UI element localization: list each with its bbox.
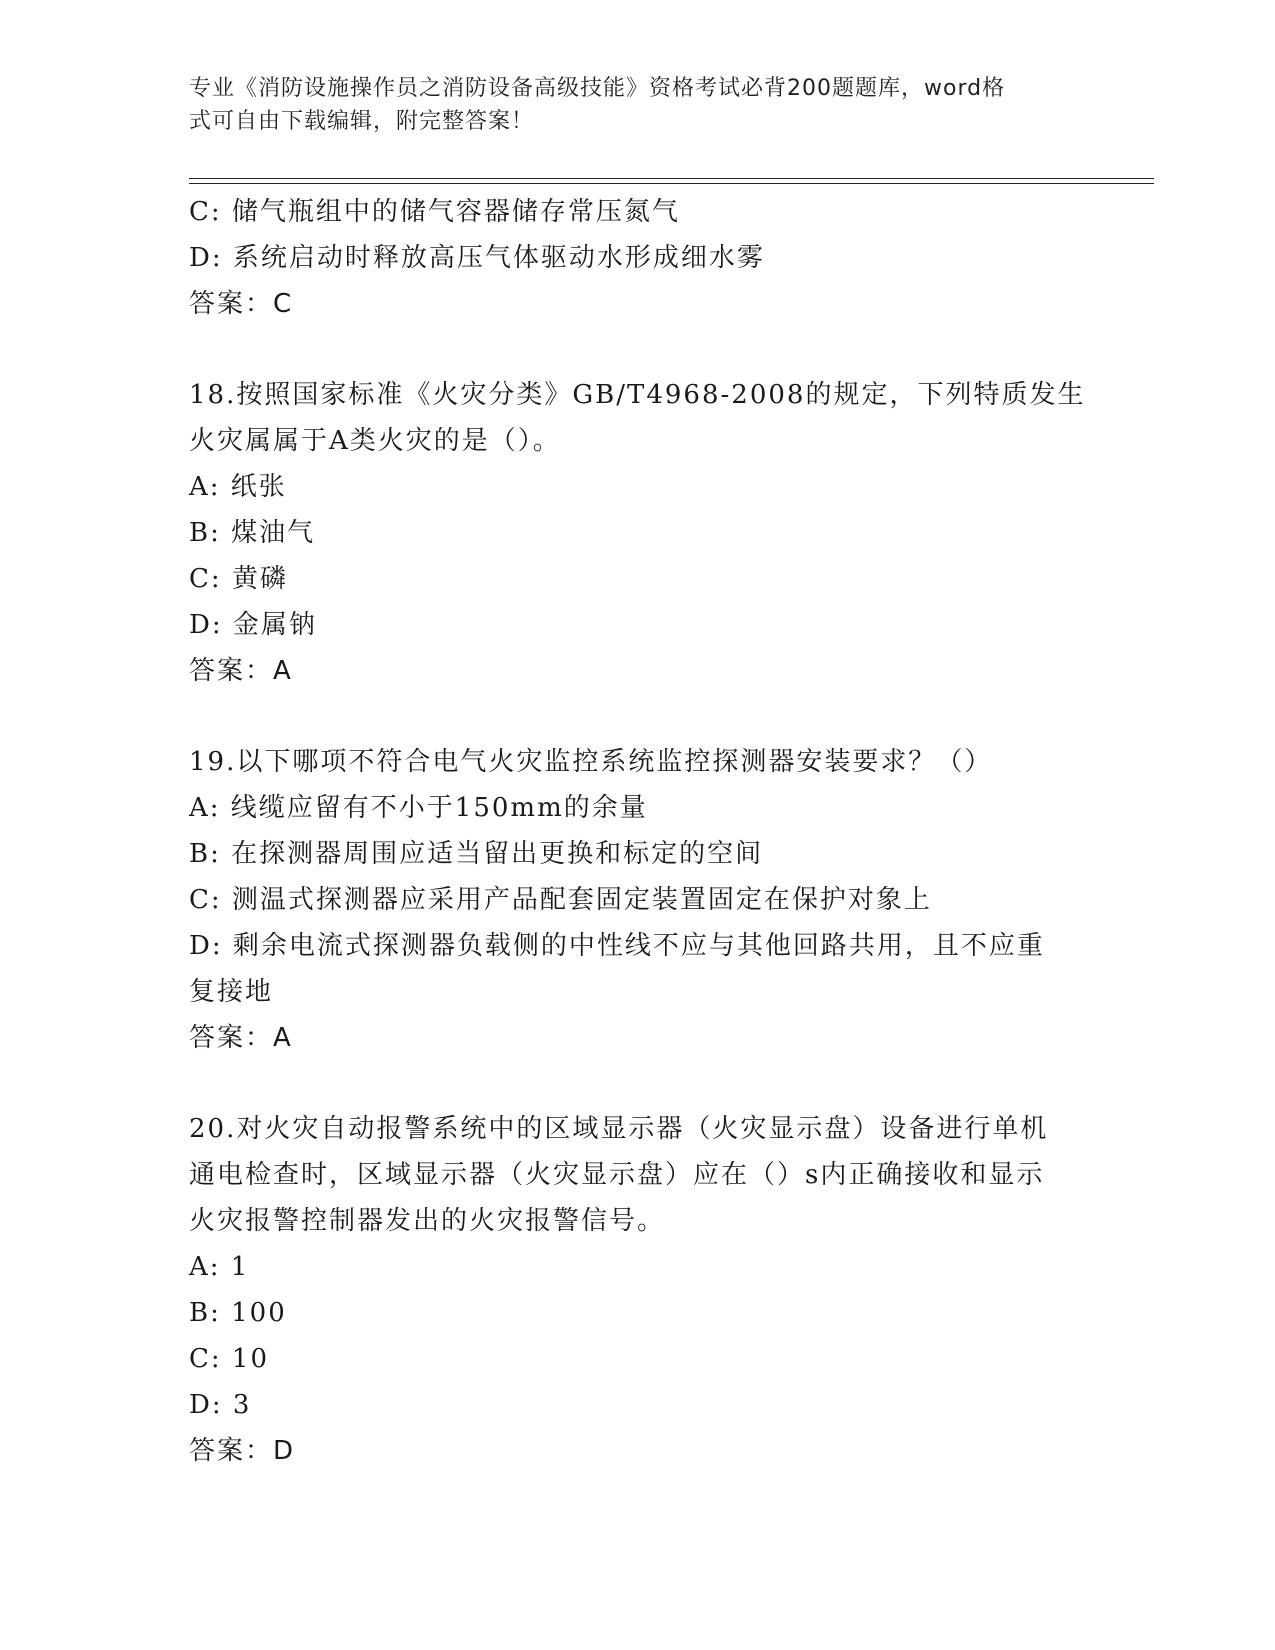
- option-c: C: 测温式探测器应采用产品配套固定装置固定在保护对象上: [189, 885, 932, 915]
- header-line-2: 式可自由下载编辑，附完整答案！: [189, 109, 535, 134]
- option-a: A: 纸张: [189, 472, 287, 502]
- answer-label: 答案：D: [189, 1436, 296, 1466]
- answer-label: 答案：A: [189, 656, 293, 686]
- option-d: D: 金属钠: [189, 610, 317, 640]
- question-20: [189, 1106, 1089, 1474]
- option-b: B: 在探测器周围应适当留出更换和标定的空间: [189, 839, 764, 869]
- header-divider-top: [189, 178, 1154, 179]
- option-a: A: 1: [189, 1252, 250, 1282]
- question-stem: 19.以下哪项不符合电气火灾监控系统监控探测器安装要求？（）: [189, 747, 993, 777]
- question-stem: 18.按照国家标准《火灾分类》GB/T4968-2008的规定，下列特质发生: [189, 380, 1086, 410]
- option-c: C: 储气瓶组中的储气容器储存常压氮气: [189, 197, 680, 227]
- question-stem: 火灾报警控制器发出的火灾报警信号。: [189, 1206, 666, 1236]
- question-18: [189, 372, 1089, 694]
- option-d-continued: 复接地: [189, 977, 274, 1007]
- option-b: B: 煤油气: [189, 518, 316, 548]
- question-stem: 通电检查时，区域显示器（火灾显示盘）应在（）s内正确接收和显示: [189, 1160, 1045, 1190]
- spacer: [189, 1061, 1089, 1106]
- document-header: [189, 72, 1069, 138]
- spacer: [189, 327, 1089, 372]
- question-stem: 火灾属属于A类火灾的是（）。: [189, 426, 561, 456]
- header-divider-bottom: [189, 183, 1154, 184]
- header-line-1: 专业《消防设施操作员之消防设备高级技能》资格考试必背200题题库，word格: [189, 76, 1006, 101]
- question-content: [189, 189, 1089, 1474]
- option-b: B: 100: [189, 1298, 287, 1328]
- spacer: [189, 694, 1089, 739]
- option-a: A: 线缆应留有不小于150mm的余量: [189, 793, 648, 823]
- question-17-tail: [189, 189, 1089, 327]
- question-stem: 20.对火灾自动报警系统中的区域显示器（火灾显示盘）设备进行单机: [189, 1114, 1049, 1144]
- option-c: C: 10: [189, 1344, 270, 1374]
- answer-label: 答案：A: [189, 1023, 293, 1053]
- question-19: [189, 739, 1089, 1061]
- answer-label: 答案：C: [189, 289, 294, 319]
- option-d: D: 3: [189, 1390, 252, 1420]
- option-d: D: 剩余电流式探测器负载侧的中性线不应与其他回路共用，且不应重: [189, 931, 1045, 961]
- option-d: D: 系统启动时释放高压气体驱动水形成细水雾: [189, 243, 765, 273]
- option-c: C: 黄磷: [189, 564, 288, 594]
